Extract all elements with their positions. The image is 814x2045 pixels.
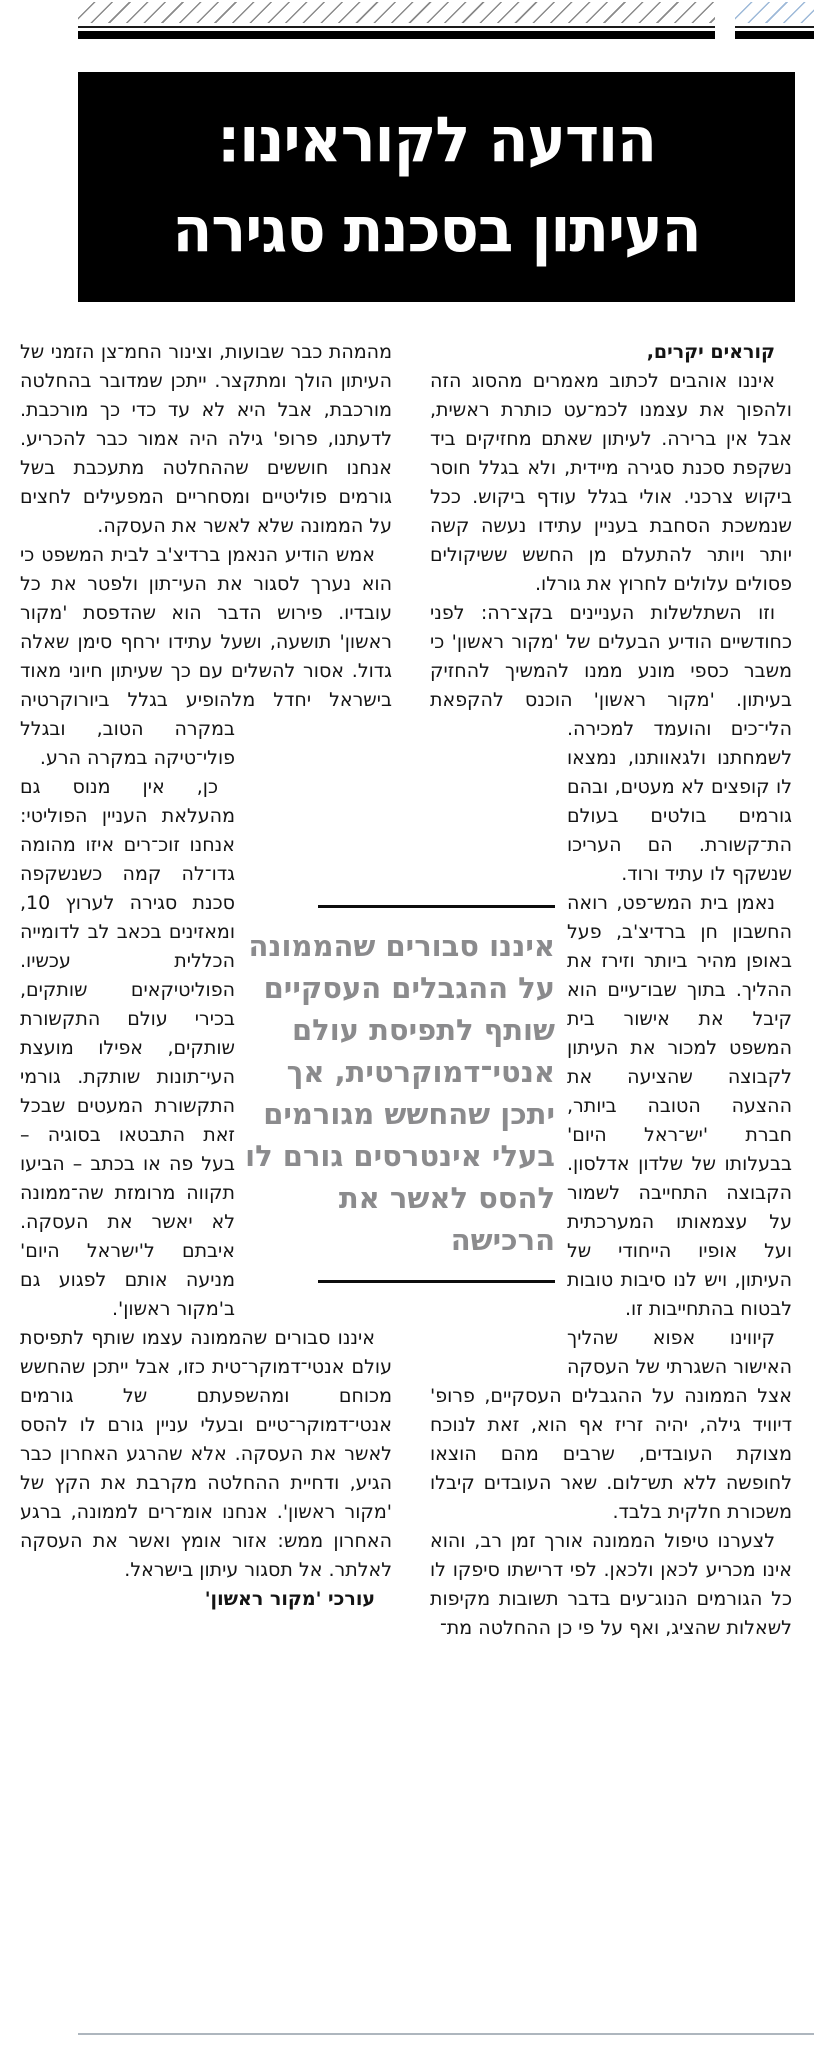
paragraph-text: אמש הודיע הנאמן ברדיצ'ב לבית המשפט כי הוא נערך לסגור את העי־תון ולפטר את כל עובדיו. פירוש הדבר הוא שהדפסת 'מקור ראשון' תושעה, ושעל עתידו ירחף סימן שאלה גדול. אסור להשלים עם כך שעיתון חיוני מאוד בישראל יחדל מלהופיע בגלל [20,544,392,711]
paragraph: איננו אוהבים לכתוב מאמרים מהסוג הזה ולהפוך את עצמנו לכמ־עט כותרת ראשית, אבל אין ברירה. לעיתון שאתם מחזיקים ביד נשקפת סכנת סגירה מיידית, ולא בגלל חוסר ביקוש צרכני. אולי בגלל עודף ביקוש. ככל שנמשכת הסחבת בעניין עתידו נעשה קשה יותר ויותר להתעלם מן החשש ששיקולים פסולים עלולים לחרוץ את גורלו. [430,370,792,595]
paragraph-text: כים והועמד למכירה. לשמחתנו ולגאוותנו, נמצאו לו קופצים לא מעטים, ובהם גורמים בולטים בעולם הת־קשורת. הם העריכו שנשקף לו עתיד ורוד. [567,718,792,885]
paragraph-text: ביורוקרטיה במקרה הטוב, ובגלל פולי־טיקה במקרה הרע. [20,689,235,769]
pull-quote-text: איננו סבורים שהממונה על ההגבלים העסקיים שותף לתפיסת עולם אנטי־דמוקרטית, אך יתכן שהחשש מגורמים בעלי אינטרסים גורם לו להסס לאשר את הרכישה [245,929,555,1257]
pull-quote-bottom-rule [318,1280,555,1283]
masthead-hatch-gray [78,2,715,23]
headline-line-2: העיתון בסכנת סגירה [172,193,701,267]
masthead-hatch-blue [735,2,814,23]
paragraph [20,541,392,773]
masthead-thick-rule [735,31,814,39]
paragraph-text: וזו השתלשלות העניינים בקצ־רה: לפני כחודשיים הודיע הבעלים של 'מקור ראשון' כי משבר כספי מונע ממנו להמשיך להחזיק בעיתון. 'מקור ראשון' הוכנס להקפאת הלי־ [430,602,792,740]
paragraph-continuation: מהמהת כבר שבועות, וצינור החמ־צן הזמני של העיתון הולך ומתקצר. ייתכן שמדובר בהחלטה מורכבת, אבל היא לא עד כדי כך מורכבת. לדעתנו, פרופ' גילה היה אמור כבר להכריע. אנחנו חוששים שההחלטה מתעכבת בשל גורמים פוליטיים ומסחריים המפעילים לחצים על הממונה שלא לאשר את העסקה. [20,341,392,537]
pull-quote [243,905,555,1283]
paragraph: קיווינו אפוא שהליך האישור השגרתי של העסקה אצל הממונה על ההגבלים העסקיים, פרופ' דיוויד גילה, יהיה זריז אף הוא, זאת לנוכח מצוקת העובדים, שרבים מהם הוצאו לחופשה ללא תש־לום. שאר העובדים קיבלו משכורת חלקית בלבד. [430,1327,792,1523]
masthead-strip-right [735,2,814,39]
pull-quote-top-rule [318,905,555,908]
masthead-strip-left [78,2,715,39]
masthead-thin-rule [735,26,814,28]
masthead-thin-rule [78,26,715,28]
paragraph: לצערנו טיפול הממונה אורך זמן רב, והוא אינו מכריע לכאן ולכאן. לפי דרישתו סיפקו לו כל הגורמים הנוג־עים בדבר תשובות מקיפות לשאלות שהציג, ואף על פי כן ההחלטה מת־ [430,1530,792,1639]
paragraph: איננו סבורים שהממונה עצמו שותף לתפיסת עולם אנטי־דמוקר־טית כזו, אבל ייתכן שהחשש מכוחם ומהשפעתם של גורמים אנטי־דמוקר־טיים ובעלי עניין גורם לו להסס לאשר את העסקה. אלא שהרגע האחרון כבר הגיע, ודחיית ההחלטה מקרבת את הקץ של 'מקור ראשון'. אנחנו אומ־רים לממונה, ברגע האחרון ממש: אזור אומץ ואשר את העסקה לאלתר. אל תסגור עיתון בישראל. [20,1327,392,1581]
masthead-thick-rule [78,31,715,39]
paragraph [430,599,792,889]
paragraph: כן, אין מנוס גם מהעלאת העניין הפוליטי: אנחנו זוכ־רים איזו מהומה גדו־לה קמה כשנשקפה סכנת סגירה לערוץ 10, ומאזינים בכאב לב לדומייה הכללית עכשיו. הפוליטיקאים שותקים, בכירי עולם התקשורת שותקים, אפילו מועצת העי־תונות שותקת. גורמי התקשורת המעטים שבכל זאת התבטאו בסוגיה – בעל פה או בכתב – הביעו תקווה מרומזת שה־ממונה לא יאשר את העסקה. איבתם ל'ישראל היום' מניעה אותם לפגוע גם ב'מקור ראשון'. [20,776,235,1320]
paragraph: נאמן בית המש־פט, רואה החשבון חן ברדיצ'ב, פעל באופן מהיר ביותר וזירז את ההליך. בתוך שבו־עיים הוא קיבל את אישור בית המשפט למכור את העיתון לקבוצה שהציעה את ההצעה הטובה ביותר, חברת 'יש־ראל היום' בבעלותו של שלדון אדלסון. הקבוצה התחייבה לשמור על עצמאותו המערכתית ועל אופיו הייחודי של העיתון, ויש לנו סיבות טובות לבטוח בהתחייבות זו. [567,892,792,1320]
editors-signature: עורכי 'מקור ראשון' [204,1588,375,1610]
footer-rule [78,2033,814,2035]
headline-box [78,72,795,302]
salutation: קוראים יקרים, [646,341,775,363]
headline-line-1: הודעה לקוראינו: [217,103,656,177]
